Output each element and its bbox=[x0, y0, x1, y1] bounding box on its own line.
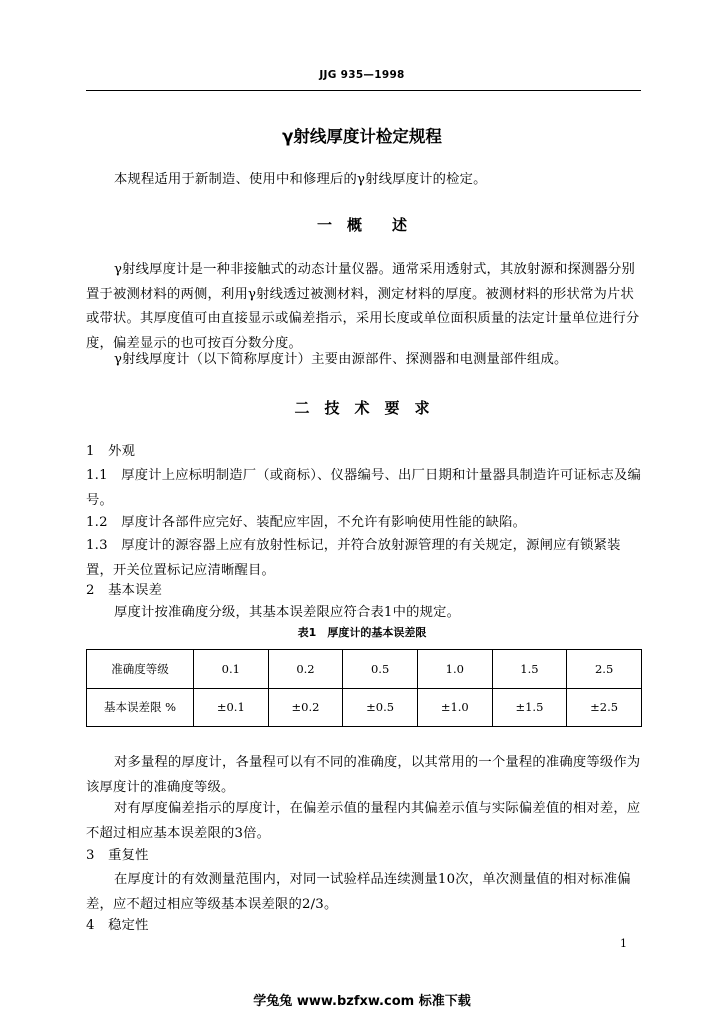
table-cell: 1.5 bbox=[492, 650, 567, 689]
item-1-2: 1.2 厚度计各部件应完好、装配应牢固，不允许有影响使用性能的缺陷。 bbox=[86, 515, 527, 530]
table-cell: ±1.0 bbox=[417, 688, 492, 727]
overview-paragraph-2: γ射线厚度计（以下简称厚度计）主要由源部件、探测器和电测量部件组成。 bbox=[114, 352, 568, 367]
table-cell: 0.1 bbox=[194, 650, 269, 689]
table-cell: ±0.1 bbox=[194, 688, 269, 727]
table-cell: 0.2 bbox=[268, 650, 343, 689]
section-heading-overview: 一 概 述 bbox=[316, 216, 407, 234]
item-1-heading: 1 外观 bbox=[86, 444, 136, 459]
basic-error-table bbox=[86, 649, 642, 727]
table-cell: ±0.5 bbox=[343, 688, 418, 727]
table-row bbox=[87, 688, 642, 727]
item-3-text: 在厚度计的有效测量范围内，对同一试验样品连续测量10次，单次测量值的相对标准偏差，应不超过相应等级基本误差限的2/3。 bbox=[86, 872, 631, 912]
multi-range-paragraph: 对多量程的厚度计，各量程可以有不同的准确度，以其常用的一个量程的准确度等级作为该厚度计的准确度等级。 bbox=[86, 755, 641, 795]
table-cell: 2.5 bbox=[567, 650, 642, 689]
page-header-code: JJG 935—1998 bbox=[319, 69, 405, 81]
table-row bbox=[87, 650, 642, 689]
table-cell: ±1.5 bbox=[492, 688, 567, 727]
item-2-heading: 2 基本误差 bbox=[86, 583, 163, 598]
item-3-heading: 3 重复性 bbox=[86, 848, 149, 863]
intro-paragraph: 本规程适用于新制造、使用中和修理后的γ射线厚度计的检定。 bbox=[114, 172, 487, 187]
table-cell: 1.0 bbox=[417, 650, 492, 689]
item-1-3: 1.3 厚度计的源容器上应有放射性标记，并符合放射源管理的有关规定，源闸应有锁紧装置，开关位置标记应清晰醒目。 bbox=[86, 538, 621, 578]
overview-paragraph-1: γ射线厚度计是一种非接触式的动态计量仪器。通常采用透射式，其放射源和探测器分别置于被测材料的两侧，利用γ射线透过被测材料，测定材料的厚度。被测材料的形状常为片状或带状。其厚度值可由直接显示或偏差指示，采用长度或单位面积质量的法定计量单位进行分度，偏差显示的也可按百分数分度。 bbox=[86, 262, 640, 351]
item-1-1: 1.1 厚度计上应标明制造厂（或商标）、仪器编号、出厂日期和计量器具制造许可证标志及编号。 bbox=[86, 468, 641, 508]
table-caption: 表1 厚度计的基本误差限 bbox=[297, 626, 427, 639]
deviation-paragraph: 对有厚度偏差指示的厚度计，在偏差示值的量程内其偏差示值与实际偏差值的相对差，应不超过相应基本误差限的3倍。 bbox=[86, 801, 641, 841]
page-number: 1 bbox=[620, 937, 627, 950]
section-heading-requirements: 二 技 术 要 求 bbox=[294, 399, 430, 417]
document-title: γ射线厚度计检定规程 bbox=[282, 127, 442, 146]
table-cell: ±0.2 bbox=[268, 688, 343, 727]
table-row-header: 准确度等级 bbox=[87, 650, 194, 689]
header-rule bbox=[86, 90, 641, 91]
table-cell: 0.5 bbox=[343, 650, 418, 689]
item-4-heading: 4 稳定性 bbox=[86, 918, 149, 933]
item-2-text: 厚度计按准确度分级，其基本误差限应符合表1中的规定。 bbox=[114, 605, 461, 620]
table-cell: ±2.5 bbox=[567, 688, 642, 727]
table-row-header: 基本误差限 % bbox=[87, 688, 194, 727]
footer-watermark: 学兔兔 www.bzfxw.com 标准下载 bbox=[253, 994, 471, 1009]
